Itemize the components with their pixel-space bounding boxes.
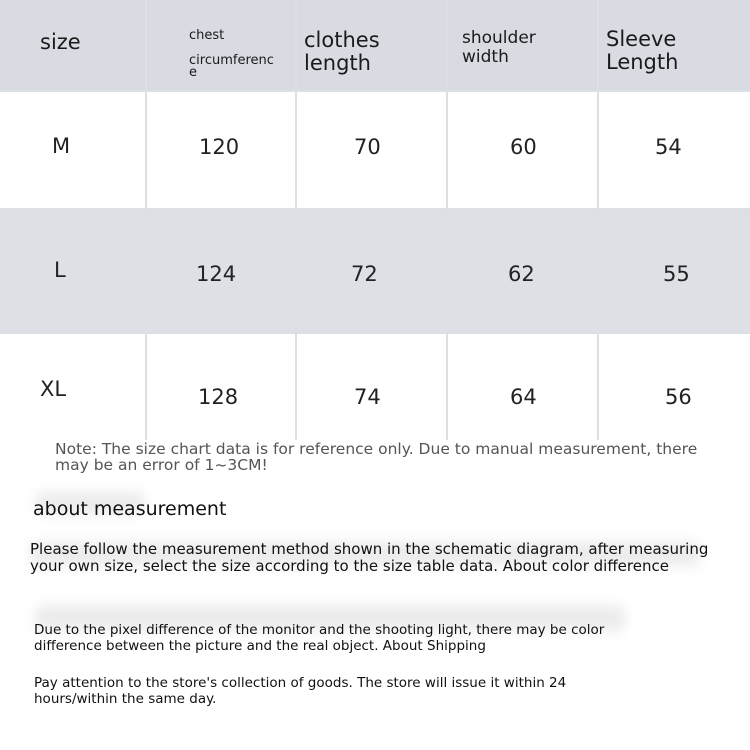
header-clothes-length: clothes length xyxy=(304,28,380,76)
sleeve-value-xl: 56 xyxy=(665,385,692,409)
color-difference-paragraph: Due to the pixel difference of the monitor and the shooting light, there may be color difference between the picture and the real object. About Shipping xyxy=(34,622,605,654)
header-shoulder-width: shoulder width xyxy=(462,28,536,67)
table-row-l xyxy=(0,210,145,332)
shoulder-value-l: 62 xyxy=(508,262,535,286)
size-label-l: L xyxy=(54,258,66,282)
table-row-xl xyxy=(0,334,145,440)
size-label-xl: XL xyxy=(40,377,67,401)
chest-value-xl: 128 xyxy=(198,385,239,409)
size-label-m: M xyxy=(52,134,71,158)
about-measurement-heading: about measurement xyxy=(33,498,227,520)
length-value-l: 72 xyxy=(351,262,378,286)
shoulder-value-m: 60 xyxy=(510,135,537,159)
header-sleeve-length: Sleeve Length xyxy=(606,27,679,75)
header-size: size xyxy=(40,30,81,54)
chest-value-m: 120 xyxy=(199,135,240,159)
length-value-xl: 74 xyxy=(354,385,381,409)
sleeve-value-m: 54 xyxy=(655,135,682,159)
size-chart-note: Note: The size chart data is for reference only. Due to manual measurement, there may be an error of 1~3CM! xyxy=(55,440,698,474)
shoulder-value-xl: 64 xyxy=(510,385,537,409)
chest-value-l: 124 xyxy=(196,262,237,286)
length-value-m: 70 xyxy=(354,135,381,159)
sleeve-value-l: 55 xyxy=(663,262,690,286)
measurement-paragraph: Please follow the measurement method shown in the schematic diagram, after measuring your own size, select the size according to the size table data. About color difference xyxy=(30,540,709,575)
shipping-paragraph: Pay attention to the store's collection of goods. The store will issue it within 24 hours/within the same day. xyxy=(34,675,567,707)
table-row-m xyxy=(0,92,145,208)
header-chest: chest circumferenc e xyxy=(189,28,274,81)
